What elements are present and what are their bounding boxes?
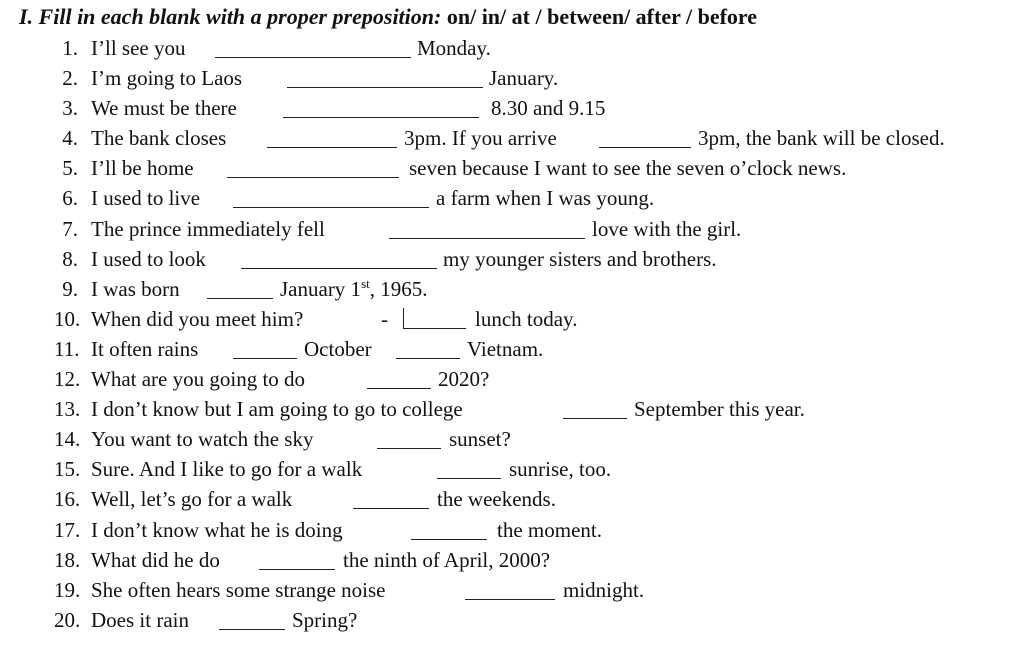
item-text: She often hears some strange noise bbox=[91, 577, 386, 602]
item-text: I’m going to Laos bbox=[91, 66, 243, 91]
item-number: 7. bbox=[62, 216, 78, 241]
item-text: I was born bbox=[91, 276, 180, 301]
ordinal-suffix: st bbox=[361, 275, 370, 291]
item-text: I used to look bbox=[91, 246, 206, 271]
answer-blank[interactable] bbox=[367, 388, 431, 389]
answer-blank[interactable] bbox=[207, 298, 273, 299]
answer-blank[interactable] bbox=[227, 177, 399, 178]
item-number: 13. bbox=[54, 397, 81, 422]
item-text: Monday. bbox=[417, 36, 491, 60]
item-text: the weekends. bbox=[437, 487, 556, 512]
answer-blank[interactable] bbox=[287, 87, 483, 88]
item-text: my younger sisters and brothers. bbox=[443, 246, 717, 271]
item-text: 3pm. If you arrive bbox=[404, 126, 557, 151]
item-text: January 1st, 1965. bbox=[280, 275, 428, 301]
item-text: I don’t know but I am going to go to college bbox=[91, 397, 463, 422]
item-number: 4. bbox=[62, 126, 78, 151]
item-text: love with the girl. bbox=[592, 216, 742, 241]
answer-blank[interactable] bbox=[233, 207, 429, 208]
item-number: 5. bbox=[62, 156, 78, 181]
item-text: What did he do bbox=[91, 547, 220, 572]
item-number: 10. bbox=[54, 306, 81, 331]
item-text: September this year. bbox=[634, 397, 805, 422]
item-number: 11. bbox=[54, 336, 80, 361]
answer-blank[interactable] bbox=[215, 57, 411, 58]
item-number: 16. bbox=[54, 487, 81, 512]
item-text: January. bbox=[489, 66, 559, 91]
item-text: Spring? bbox=[292, 607, 358, 632]
item-text: 8.30 and 9.15 bbox=[491, 96, 606, 121]
item-text: I’ll see you bbox=[91, 36, 186, 60]
item-text: You want to watch the sky bbox=[91, 427, 314, 452]
answer-blank[interactable] bbox=[233, 358, 297, 359]
item-text: Vietnam. bbox=[467, 336, 544, 361]
answer-blank[interactable] bbox=[389, 238, 585, 239]
item-text: lunch today. bbox=[475, 306, 578, 331]
item-text: the moment. bbox=[497, 517, 602, 542]
dash-text: - bbox=[381, 306, 388, 331]
item-text: the ninth of April, 2000? bbox=[343, 547, 551, 572]
item-text: What are you going to do bbox=[91, 367, 306, 392]
answer-blank[interactable] bbox=[396, 358, 460, 359]
answer-blank[interactable] bbox=[377, 448, 441, 449]
item-text: We must be there bbox=[91, 96, 237, 121]
item-text: I’ll be home bbox=[91, 156, 194, 181]
exercise-title bbox=[19, 4, 757, 30]
item-text: sunset? bbox=[449, 427, 511, 452]
answer-blank[interactable] bbox=[259, 569, 335, 570]
preposition-options: on/ in/ at / between/ after / before bbox=[441, 4, 758, 29]
item-text: Does it rain bbox=[91, 607, 189, 632]
item-text: I don’t know what he is doing bbox=[91, 517, 343, 542]
answer-blank[interactable] bbox=[353, 508, 429, 509]
answer-blank[interactable] bbox=[437, 478, 501, 479]
item-text: The prince immediately fell bbox=[91, 216, 325, 241]
item-number: 8. bbox=[62, 246, 78, 271]
item-text: When did you meet him? bbox=[91, 306, 304, 331]
item-text: Sure. And I like to go for a walk bbox=[91, 457, 363, 482]
item-number: 2. bbox=[62, 66, 78, 91]
item-text: 3pm, the bank will be closed. bbox=[698, 126, 945, 151]
item-text: 2020? bbox=[438, 367, 490, 392]
answer-blank[interactable] bbox=[563, 418, 627, 419]
answer-blank[interactable] bbox=[411, 539, 487, 540]
exercise-instruction: I. Fill in each blank with a proper preposition: bbox=[19, 4, 442, 29]
item-text: The bank closes bbox=[91, 126, 227, 151]
item-number: 14. bbox=[54, 427, 81, 452]
item-number: 1. bbox=[62, 36, 78, 60]
item-number: 19. bbox=[54, 577, 81, 602]
item-text: a farm when I was young. bbox=[436, 186, 655, 211]
answer-blank[interactable] bbox=[465, 599, 555, 600]
item-text: I used to live bbox=[91, 186, 201, 211]
item-number: 17. bbox=[54, 517, 81, 542]
answer-blank[interactable] bbox=[599, 147, 691, 148]
item-number: 18. bbox=[54, 547, 81, 572]
item-text: midnight. bbox=[563, 577, 645, 602]
answer-blank[interactable] bbox=[241, 268, 437, 269]
answer-blank[interactable] bbox=[219, 629, 285, 630]
item-text: seven because I want to see the seven o’clock news. bbox=[409, 156, 847, 181]
item-text: It often rains bbox=[91, 336, 199, 361]
item-number: 3. bbox=[62, 96, 78, 121]
item-text: October bbox=[304, 336, 372, 361]
item-text: Well, let’s go for a walk bbox=[91, 487, 293, 512]
item-number: 12. bbox=[54, 367, 81, 392]
item-number: 9. bbox=[62, 276, 78, 301]
item-number: 6. bbox=[62, 186, 78, 211]
item-text: sunrise, too. bbox=[509, 457, 612, 482]
answer-blank[interactable] bbox=[267, 147, 397, 148]
item-number: 20. bbox=[54, 607, 81, 632]
answer-blank[interactable] bbox=[403, 308, 466, 329]
answer-blank[interactable] bbox=[283, 117, 479, 118]
item-number: 15. bbox=[54, 457, 81, 482]
